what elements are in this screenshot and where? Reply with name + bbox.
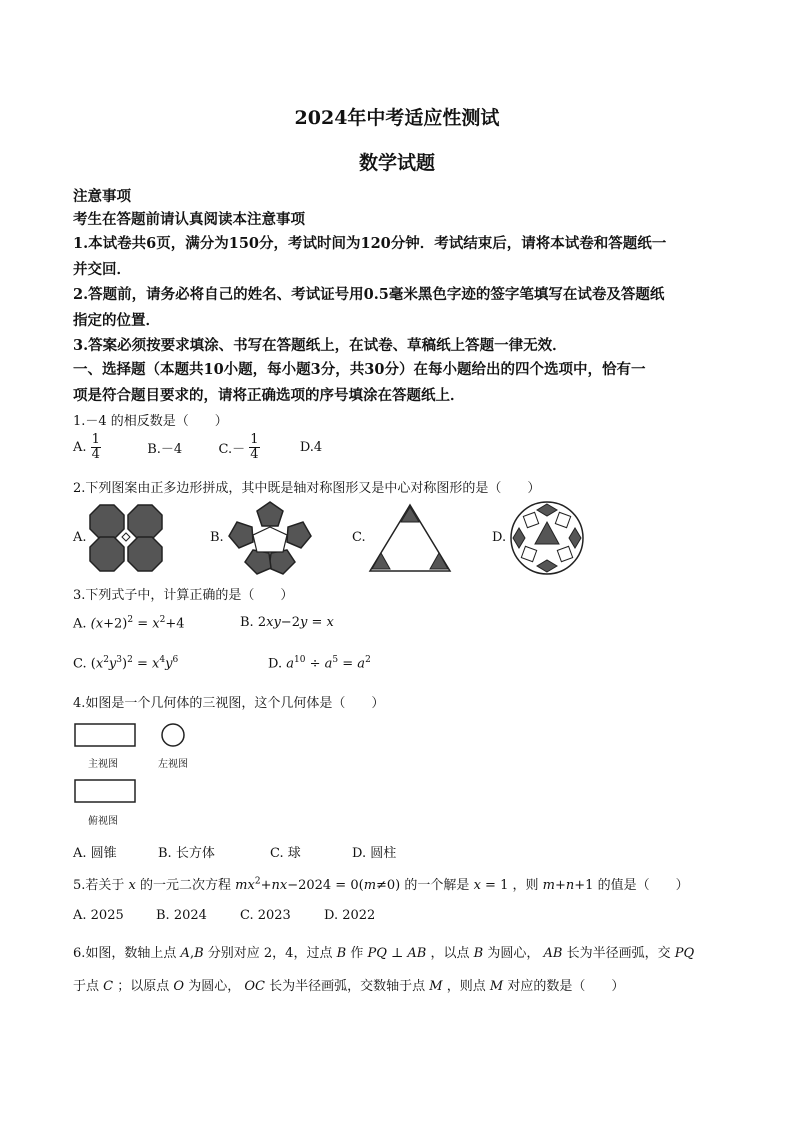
question-4-option-a: A. 圆锥 — [73, 846, 117, 861]
octagon-tiling-figure — [88, 503, 164, 573]
triangle-figure — [368, 503, 452, 573]
question-3-option-a: A. $(x+2)^2 = x^2+4$ — [73, 615, 185, 632]
question-3-option-d: D. $a^{10} \div a^5 = a^2$ — [268, 655, 371, 672]
option-a-label: A. — [73, 530, 87, 545]
option-a-label: A. — [73, 440, 87, 455]
question-5-option-c: C. 2023 — [240, 908, 291, 923]
question-4-stem: 4.如图是一个几何体的三视图，这个几何体是（ ） — [73, 696, 385, 711]
notice-item-2-cont: 指定的位置． — [73, 312, 160, 329]
section-heading: 一、选择题（本题共10小题，每小题3分，共30分）在每小题给出的四个选项中，恰有一 — [73, 361, 646, 378]
notice-subheading: 考生在答题前请认真阅读本注意事项 — [73, 211, 305, 228]
question-3-stem: 3.下列式子中，计算正确的是（ ） — [73, 588, 294, 603]
question-5-stem: 5.若关于 x 的一元二次方程 $mx^2+nx-2024 = 0(m\ne 0)$ 的一个解是 x = 1 ，则 m+n+1 的值是（ ） — [73, 876, 689, 893]
page-title: 2024年中考适应性测试 — [294, 107, 500, 129]
question-2-stem: 2.下列图案由正多边形拼成，其中既是轴对称图形又是中心对称图形的是（ ） — [73, 481, 541, 496]
question-1-options — [73, 433, 322, 462]
left-view-label: 左视图 — [158, 759, 188, 770]
front-view-rectangle — [75, 724, 135, 746]
question-4-option-d: D. 圆柱 — [352, 846, 397, 861]
option-d-label: D. — [492, 530, 507, 545]
question-5-option-a: A. 2025 — [73, 908, 124, 923]
question-6-stem: 6.如图，数轴上点 A,B 分别对应 2，4，过点 B 作 PQ ⊥ AB ，以点 B 为圆心， AB 长为半径画弧，交 PQ — [73, 946, 695, 961]
option-c-label: C.－ — [218, 442, 246, 457]
top-view-rectangle — [75, 780, 135, 802]
fraction-neg-one-quarter: $\frac{1}{4}$ — [250, 432, 259, 462]
notice-heading: 注意事项 — [73, 188, 131, 205]
section-heading-cont: 项是符合题目要求的，请将正确选项的序号填涂在答题纸上． — [73, 387, 465, 404]
pentagon-ring-figure — [225, 500, 315, 576]
question-4-option-c: C. 球 — [270, 846, 301, 861]
left-view-circle — [162, 724, 184, 746]
fraction-one-quarter: $\frac{1}{4}$ — [91, 432, 100, 462]
option-d: D.4 — [299, 440, 323, 455]
question-6-stem-cont: 于点 C ；以原点 O 为圆心， OC 长为半径画弧，交数轴于点 M ，则点 M 对应的数是（ ） — [73, 979, 625, 994]
question-4-option-b: B. 长方体 — [158, 846, 215, 861]
question-3-option-b: B. 2xy−2y = x — [240, 615, 334, 630]
page-subtitle: 数学试题 — [358, 152, 435, 174]
notice-item-3: 3.答案必须按要求填涂、书写在答题纸上，在试卷、草稿纸上答题一律无效． — [73, 337, 567, 354]
option-b-label: B. — [210, 530, 224, 545]
front-view-label: 主视图 — [88, 759, 118, 770]
option-c-label: C. — [352, 530, 366, 545]
notice-item-2: 2.答题前，请务必将自己的姓名、考试证号用0.5毫米黑色字迹的签字笔填写在试卷及答题纸 — [73, 286, 665, 303]
question-1-stem: 1.－4 的相反数是（ ） — [73, 414, 228, 429]
question-5-option-b: B. 2024 — [156, 908, 207, 923]
notice-item-1-cont: 并交回． — [73, 261, 131, 278]
question-3-option-c: C. $(x^2y^3)^2 = x^4y^6$ — [73, 655, 179, 672]
option-b: B.－4 — [147, 442, 183, 457]
notice-item-1: 1.本试卷共6页，满分为150分，考试时间为120分钟．考试结束后，请将本试卷和答题纸一 — [73, 235, 667, 252]
circle-pattern-figure — [507, 500, 587, 576]
top-view-label: 俯视图 — [88, 816, 118, 827]
question-5-option-d: D. 2022 — [324, 908, 376, 923]
